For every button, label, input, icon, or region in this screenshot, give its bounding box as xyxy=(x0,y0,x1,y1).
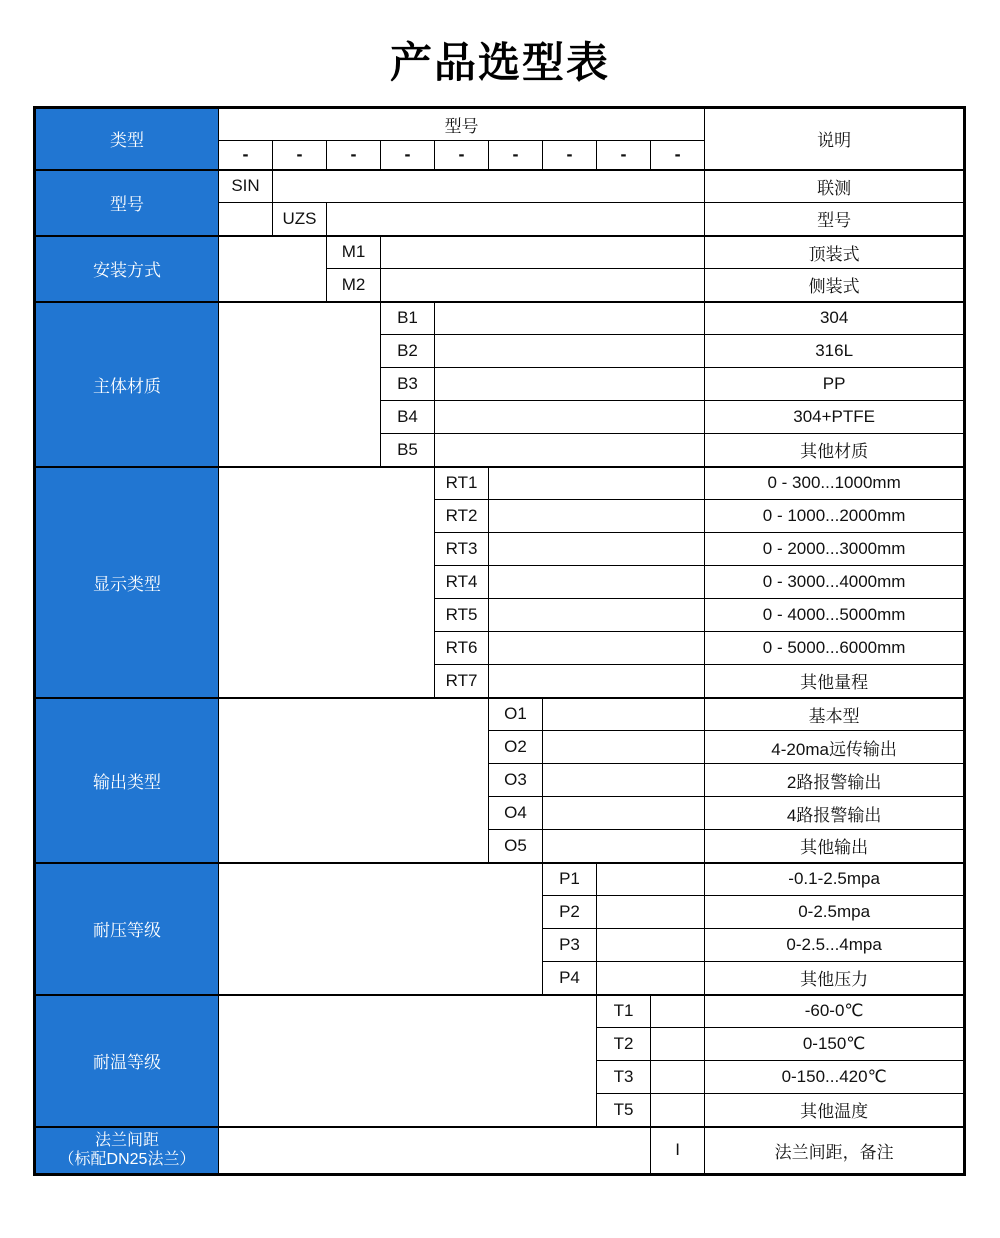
description-cell: PP xyxy=(705,368,965,401)
category-body-material: 主体材质 xyxy=(35,302,219,467)
category-temperature-rating: 耐温等级 xyxy=(35,995,219,1127)
code-cell-b4: B4 xyxy=(381,401,435,434)
spacer-cell xyxy=(489,467,705,500)
code-cell-rt6: RT6 xyxy=(435,632,489,665)
table-row xyxy=(35,302,965,335)
category-model: 型号 xyxy=(35,170,219,236)
description-cell: 其他压力 xyxy=(705,962,965,995)
code-cell-rt7: RT7 xyxy=(435,665,489,698)
code-cell-p4: P4 xyxy=(543,962,597,995)
description-cell: 0 - 4000...5000mm xyxy=(705,599,965,632)
description-cell: 其他温度 xyxy=(705,1094,965,1127)
spacer-cell xyxy=(435,368,705,401)
category-output-type: 输出类型 xyxy=(35,698,219,863)
code-cell-b5: B5 xyxy=(381,434,435,467)
dash-cell: - xyxy=(219,141,273,170)
description-cell: -0.1-2.5mpa xyxy=(705,863,965,896)
dash-cell: - xyxy=(543,141,597,170)
table-row xyxy=(35,236,965,269)
code-cell-sin: SIN xyxy=(219,170,273,203)
spacer-cell xyxy=(651,1094,705,1127)
description-cell: 304+PTFE xyxy=(705,401,965,434)
spacer-cell xyxy=(435,335,705,368)
description-cell: 其他量程 xyxy=(705,665,965,698)
description-cell: 型号 xyxy=(705,203,965,236)
code-cell-p3: P3 xyxy=(543,929,597,962)
spacer-cell xyxy=(543,830,705,863)
code-cell-o3: O3 xyxy=(489,764,543,797)
code-cell-m1: M1 xyxy=(327,236,381,269)
category-pressure-rating: 耐压等级 xyxy=(35,863,219,995)
description-cell: 0-150...420℃ xyxy=(705,1061,965,1094)
category-flange-spacing-label: 法兰间距 xyxy=(94,1132,159,1150)
spacer-cell xyxy=(219,863,543,995)
spacer-cell xyxy=(489,500,705,533)
spacer-cell xyxy=(219,698,489,863)
spacer-cell xyxy=(489,599,705,632)
spacer-cell xyxy=(597,863,705,896)
dash-cell: - xyxy=(651,141,705,170)
spacer-cell xyxy=(273,170,705,203)
spacer-cell xyxy=(435,401,705,434)
spacer-cell xyxy=(435,302,705,335)
description-cell: -60-0℃ xyxy=(705,995,965,1028)
description-cell: 0 - 300...1000mm xyxy=(705,467,965,500)
description-cell: 法兰间距，备注 xyxy=(705,1127,965,1175)
code-cell-rt3: RT3 xyxy=(435,533,489,566)
spacer-cell xyxy=(597,896,705,929)
header-row xyxy=(35,108,965,141)
table-row xyxy=(35,995,965,1028)
dash-cell: - xyxy=(327,141,381,170)
table-row xyxy=(35,1127,965,1175)
table-row xyxy=(35,698,965,731)
code-cell-b1: B1 xyxy=(381,302,435,335)
category-display-type: 显示类型 xyxy=(35,467,219,698)
spacer-cell xyxy=(543,797,705,830)
spacer-cell xyxy=(219,995,597,1127)
description-cell: 0-2.5mpa xyxy=(705,896,965,929)
spacer-cell xyxy=(543,764,705,797)
header-category-cell: 类型 xyxy=(35,108,219,170)
spacer-cell xyxy=(651,995,705,1028)
description-cell: 侧装式 xyxy=(705,269,965,302)
spacer-cell xyxy=(543,731,705,764)
description-cell: 0 - 5000...6000mm xyxy=(705,632,965,665)
dash-cell: - xyxy=(435,141,489,170)
spacer-cell xyxy=(219,236,327,302)
description-cell: 4-20ma远传输出 xyxy=(705,731,965,764)
spacer-cell xyxy=(489,533,705,566)
description-cell: 联测 xyxy=(705,170,965,203)
description-cell: 其他输出 xyxy=(705,830,965,863)
code-cell-uzs: UZS xyxy=(273,203,327,236)
spacer-cell xyxy=(651,1061,705,1094)
code-cell-p2: P2 xyxy=(543,896,597,929)
description-cell: 4路报警输出 xyxy=(705,797,965,830)
dash-cell: - xyxy=(597,141,651,170)
description-cell: 其他材质 xyxy=(705,434,965,467)
code-cell-b3: B3 xyxy=(381,368,435,401)
spacer-cell xyxy=(219,467,435,698)
spacer-cell xyxy=(489,632,705,665)
product-selection-table xyxy=(33,106,966,1176)
description-cell: 0 - 2000...3000mm xyxy=(705,533,965,566)
code-cell-t5: T5 xyxy=(597,1094,651,1127)
description-cell: 2路报警输出 xyxy=(705,764,965,797)
code-cell-m2: M2 xyxy=(327,269,381,302)
spacer-cell xyxy=(597,929,705,962)
code-cell-b2: B2 xyxy=(381,335,435,368)
description-cell: 316L xyxy=(705,335,965,368)
category-mounting: 安装方式 xyxy=(35,236,219,302)
spacer-cell xyxy=(381,269,705,302)
code-cell-rt1: RT1 xyxy=(435,467,489,500)
code-cell-rt2: RT2 xyxy=(435,500,489,533)
code-cell-o2: O2 xyxy=(489,731,543,764)
code-cell-rt5: RT5 xyxy=(435,599,489,632)
spacer-cell xyxy=(381,236,705,269)
code-cell-o5: O5 xyxy=(489,830,543,863)
spacer-cell xyxy=(219,302,381,467)
code-cell-o1: O1 xyxy=(489,698,543,731)
page-title: 产品选型表 xyxy=(389,39,610,86)
code-cell-i: I xyxy=(651,1127,705,1175)
description-cell: 基本型 xyxy=(705,698,965,731)
description-cell: 0-150℃ xyxy=(705,1028,965,1061)
spacer-cell xyxy=(651,1028,705,1061)
dash-cell: - xyxy=(273,141,327,170)
table-row xyxy=(35,467,965,500)
spacer-cell xyxy=(219,203,273,236)
description-cell: 0 - 1000...2000mm xyxy=(705,500,965,533)
spacer-cell xyxy=(435,434,705,467)
description-cell: 304 xyxy=(705,302,965,335)
category-flange-spacing xyxy=(35,1127,219,1175)
table-row xyxy=(35,863,965,896)
spacer-cell xyxy=(597,962,705,995)
dash-cell: - xyxy=(489,141,543,170)
category-flange-spacing-note: （标配DN25法兰） xyxy=(58,1151,196,1169)
code-cell-t2: T2 xyxy=(597,1028,651,1061)
description-cell: 顶装式 xyxy=(705,236,965,269)
header-model-cell: 型号 xyxy=(219,108,705,141)
description-cell: 0-2.5...4mpa xyxy=(705,929,965,962)
dash-cell: - xyxy=(381,141,435,170)
spacer-cell xyxy=(489,665,705,698)
code-cell-o4: O4 xyxy=(489,797,543,830)
code-cell-t1: T1 xyxy=(597,995,651,1028)
code-cell-p1: P1 xyxy=(543,863,597,896)
code-cell-rt4: RT4 xyxy=(435,566,489,599)
header-description-cell: 说明 xyxy=(705,108,965,170)
code-cell-t3: T3 xyxy=(597,1061,651,1094)
spacer-cell xyxy=(489,566,705,599)
spacer-cell xyxy=(327,203,705,236)
description-cell: 0 - 3000...4000mm xyxy=(705,566,965,599)
spacer-cell xyxy=(543,698,705,731)
table-row xyxy=(35,170,965,203)
spacer-cell xyxy=(219,1127,651,1175)
